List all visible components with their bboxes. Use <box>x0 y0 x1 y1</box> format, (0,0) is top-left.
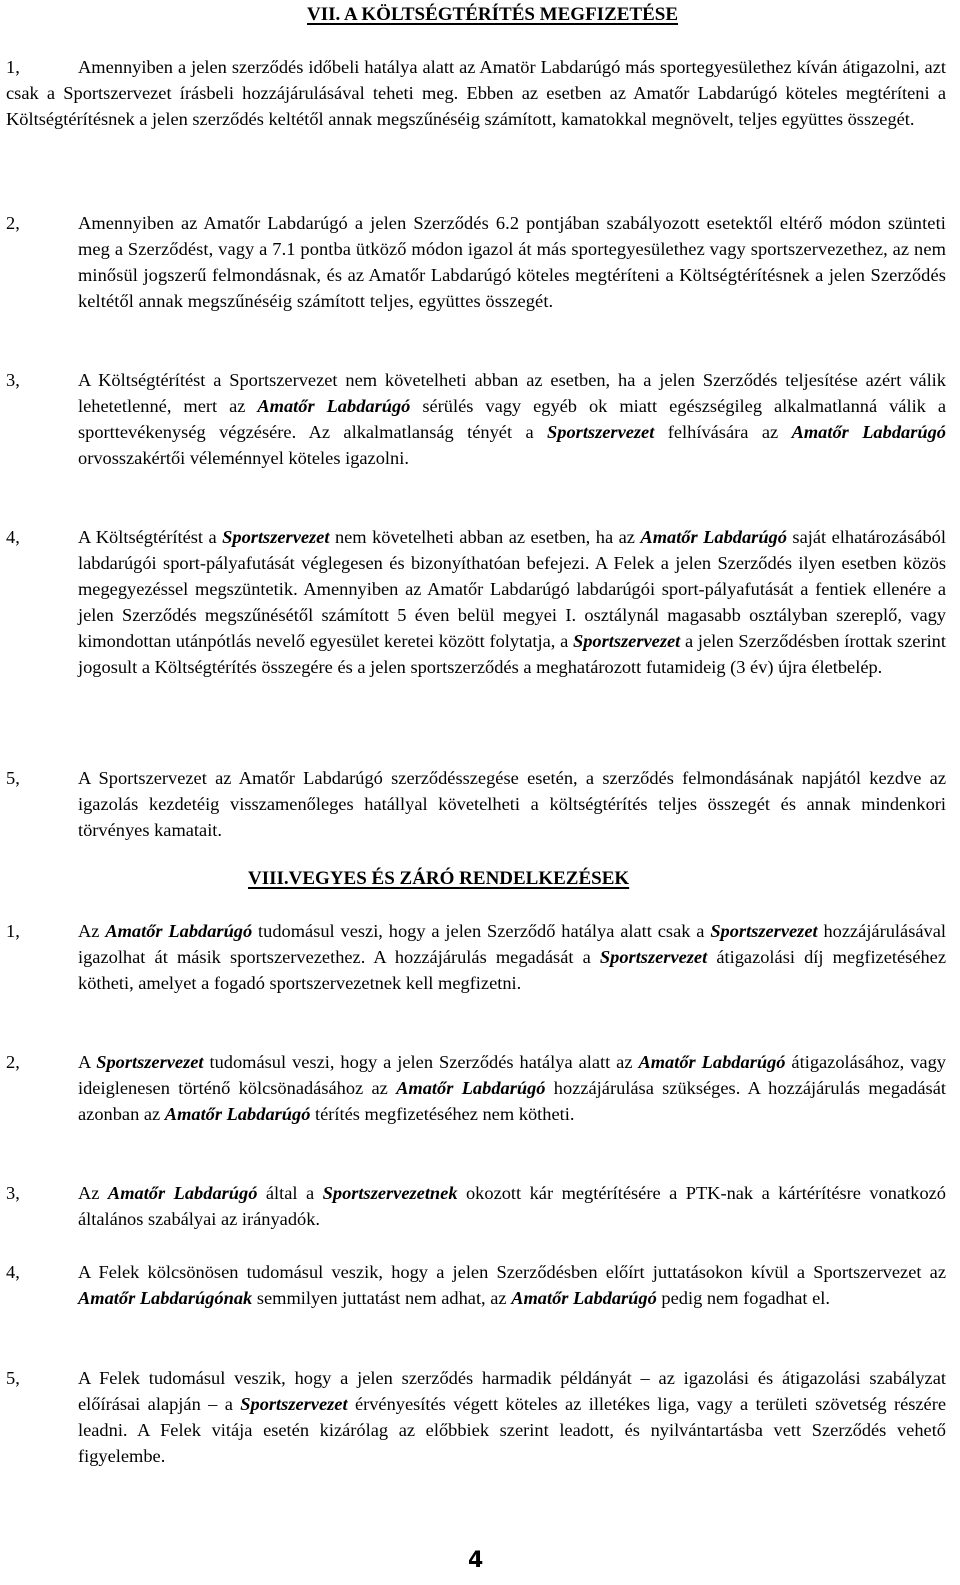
emphasized-term: Sportszervezet <box>240 1394 348 1414</box>
text-run: pedig nem fogadhat el. <box>656 1288 830 1308</box>
clause-number: 4, <box>6 527 20 547</box>
clause-text <box>78 524 946 680</box>
clause-number: 1, <box>6 57 20 77</box>
clause-text <box>6 54 946 132</box>
text-run: A Felek tudomásul veszik, hogy a jelen szerződés harmadik példányát – az igazolási és átigazolási szabályzat előírásai alapján – a <box>78 1368 946 1414</box>
emphasized-term: Amatőr Labdarúgó <box>640 527 787 547</box>
text-run: hozzájárulása szükséges. A hozzájárulás megadását azonban az <box>78 1078 946 1124</box>
clause-paragraph <box>6 918 946 996</box>
emphasized-term: Sportszervezetnek <box>322 1183 458 1203</box>
clause-text <box>78 210 946 314</box>
text-run: térítés megfizetéséhez nem kötheti. <box>310 1104 575 1124</box>
clause-text <box>78 1049 946 1127</box>
clause-number: 2, <box>6 213 20 233</box>
text-run: A Költségtérítést a Sportszervezet nem követelheti abban az esetben, ha a jelen Szerződés teljesítése azért válik lehetetlenné, mert az <box>78 370 946 416</box>
clause-paragraph <box>6 210 946 314</box>
text-run: Az <box>78 1183 108 1203</box>
text-run: átigazolási díj megfizetéséhez kötheti, amelyet a fogadó sportszervezetnek kell megfizetni. <box>78 947 946 993</box>
clause-text <box>78 765 946 843</box>
clause-text <box>78 1365 946 1469</box>
text-run: nem követelheti abban az esetben, ha az <box>329 527 641 547</box>
text-run: érvényesítés végett köteles az illetékes liga, vagy a területi szövetség részére leadni. A Felek vitája esetén kizárólag az előbbiek szerint leadott, és nyilvántartásba vett Szerződés vehető figyelembe. <box>78 1394 946 1466</box>
section-heading: VIII.VEGYES ÉS ZÁRÓ RENDELKEZÉSEK <box>248 868 630 889</box>
clause-paragraph <box>6 54 946 132</box>
clause-paragraph <box>6 1180 946 1232</box>
emphasized-term: Sportszervezet <box>599 947 708 967</box>
text-run: orvosszakértői véleménnyel köteles igazolni. <box>78 448 409 468</box>
text-run: tudomásul veszi, hogy a jelen Szerződés hatálya alatt az <box>203 1052 639 1072</box>
text-run: által a <box>257 1183 323 1203</box>
emphasized-term: Amatőr Labdarúgó <box>257 396 411 416</box>
emphasized-term: Amatőr Labdarúgó <box>164 1104 311 1124</box>
clause-paragraph <box>6 1259 946 1311</box>
clause-paragraph <box>6 765 946 843</box>
text-run: Amennyiben az Amatőr Labdarúgó a jelen Szerződés 6.2 pontjában szabályozott esetektől eltérő módon szünteti meg a Szerződést, vagy a 7.1 pontba ütköző módon igazol át más sportegyesülethez vagy sportszervezethez, az nem minősül jogszerű felmondásnak, és az Amatőr Labdarúgó köteles megtéríteni a Költségtérítésnek a jelen Szerződés keltétől annak megszűnéséig számított teljes, együttes összegét. <box>78 213 946 311</box>
clause-number: 3, <box>6 1183 20 1203</box>
clause-number: 4, <box>6 1262 20 1282</box>
text-run: A <box>78 1052 97 1072</box>
clause-number: 5, <box>6 1368 20 1388</box>
page-number: 4 <box>468 1548 484 1573</box>
text-run: semmilyen juttatást nem adhat, az <box>252 1288 512 1308</box>
text-run: átigazolásához, vagy ideiglenesen történő kölcsönadásához az <box>78 1052 946 1098</box>
clause-text <box>78 918 946 996</box>
clause-number: 2, <box>6 1052 20 1072</box>
emphasized-term: Amatőr Labdarúgó <box>396 1078 546 1098</box>
emphasized-term: Sportszervezet <box>572 631 681 651</box>
clause-number: 3, <box>6 370 20 390</box>
text-run: tudomásul veszi, hogy a jelen Szerződő hatálya alatt csak a <box>252 921 711 941</box>
clause-paragraph <box>6 1365 946 1469</box>
clause-text <box>78 367 946 471</box>
emphasized-term: Amatőr Labdarúgónak <box>78 1288 253 1308</box>
emphasized-term: Sportszervezet <box>547 422 655 442</box>
text-run: felhívására az <box>654 422 792 442</box>
clause-paragraph <box>6 367 946 471</box>
text-run: saját elhatározásából labdarúgói sport-pályafutását véglegesen és bizonyíthatóan befejezi. A Felek a jelen Szerződés ilyen esetben közös megegyezéssel megszüntetik. Amennyiben az Amatőr Labdarúgó labdarúgói sport-pályafutását a fentiek ellenére a jelen Szerződés megszűnésétől számított 5 éven belül megyei I. osztálynál magasabb osztályban szereplő, vagy kimondottan utánpótlás nevelő egyesület keretei között folytatja, a <box>78 527 946 651</box>
text-run: A Költségtérítést a <box>78 527 223 547</box>
text-run: hozzájárulásával igazolhat át másik sportszervezethez. A hozzájárulás megadását a <box>78 921 946 967</box>
text-run: Amennyiben a jelen szerződés időbeli hatálya alatt az Amatör Labdarúgó más sportegyesülethez kíván átigazolni, azt csak a Sportszervezet írásbeli hozzájárulásával teheti meg. Ebben az esetben az Amatőr Labdarúgó köteles megtéríteni a Költségtérítésnek a jelen szerződés keltétől annak megszűnéséig számított, kamatokkal megnövelt, teljes együttes összegét. <box>6 57 946 129</box>
clause-text <box>78 1180 946 1232</box>
text-run: Az <box>78 921 106 941</box>
emphasized-term: Amatőr Labdarúgó <box>107 1183 258 1203</box>
clause-number: 1, <box>6 921 20 941</box>
clause-text <box>78 1259 946 1311</box>
emphasized-term: Amatőr Labdarúgó <box>791 422 946 442</box>
emphasized-term: Sportszervezet <box>96 1052 204 1072</box>
text-run: sérülés vagy egyéb ok miatt egészségileg alkalmatlanná válik a sporttevékenység végzésére. Az alkalmatlanság tényét a <box>78 396 946 442</box>
text-run: okozott kár megtérítésére a PTK-nak a kártérítésre vonatkozó általános szabályai az irányadók. <box>78 1183 947 1229</box>
emphasized-term: Amatőr Labdarúgó <box>511 1288 657 1308</box>
emphasized-term: Sportszervezet <box>710 921 818 941</box>
clause-number: 5, <box>6 768 20 788</box>
section-heading: VII. A KÖLTSÉGTÉRÍTÉS MEGFIZETÉSE <box>307 4 679 25</box>
text-run: a jelen Szerződésben írottak szerint jogosult a Költségtérítés összegére és a jelen sportszerződés a meghatározott futamideig (3 év) újra életbelép. <box>78 631 946 677</box>
emphasized-term: Sportszervezet <box>222 527 330 547</box>
clause-paragraph <box>6 1049 946 1127</box>
text-run: A Felek kölcsönösen tudomásul veszik, hogy a jelen Szerződésben előírt juttatásokon kívül a Sportszervezet az <box>78 1262 946 1282</box>
text-run: A Sportszervezet az Amatőr Labdarúgó szerződésszegése esetén, a szerződés felmondásának napjától kezdve az igazolás kezdetéig visszamenőleges hatállyal követelheti a költségtérítés teljes összegét és annak mindenkori törvényes kamatait. <box>78 768 946 840</box>
emphasized-term: Amatőr Labdarúgó <box>105 921 253 941</box>
emphasized-term: Amatőr Labdarúgó <box>638 1052 786 1072</box>
clause-paragraph <box>6 524 946 680</box>
